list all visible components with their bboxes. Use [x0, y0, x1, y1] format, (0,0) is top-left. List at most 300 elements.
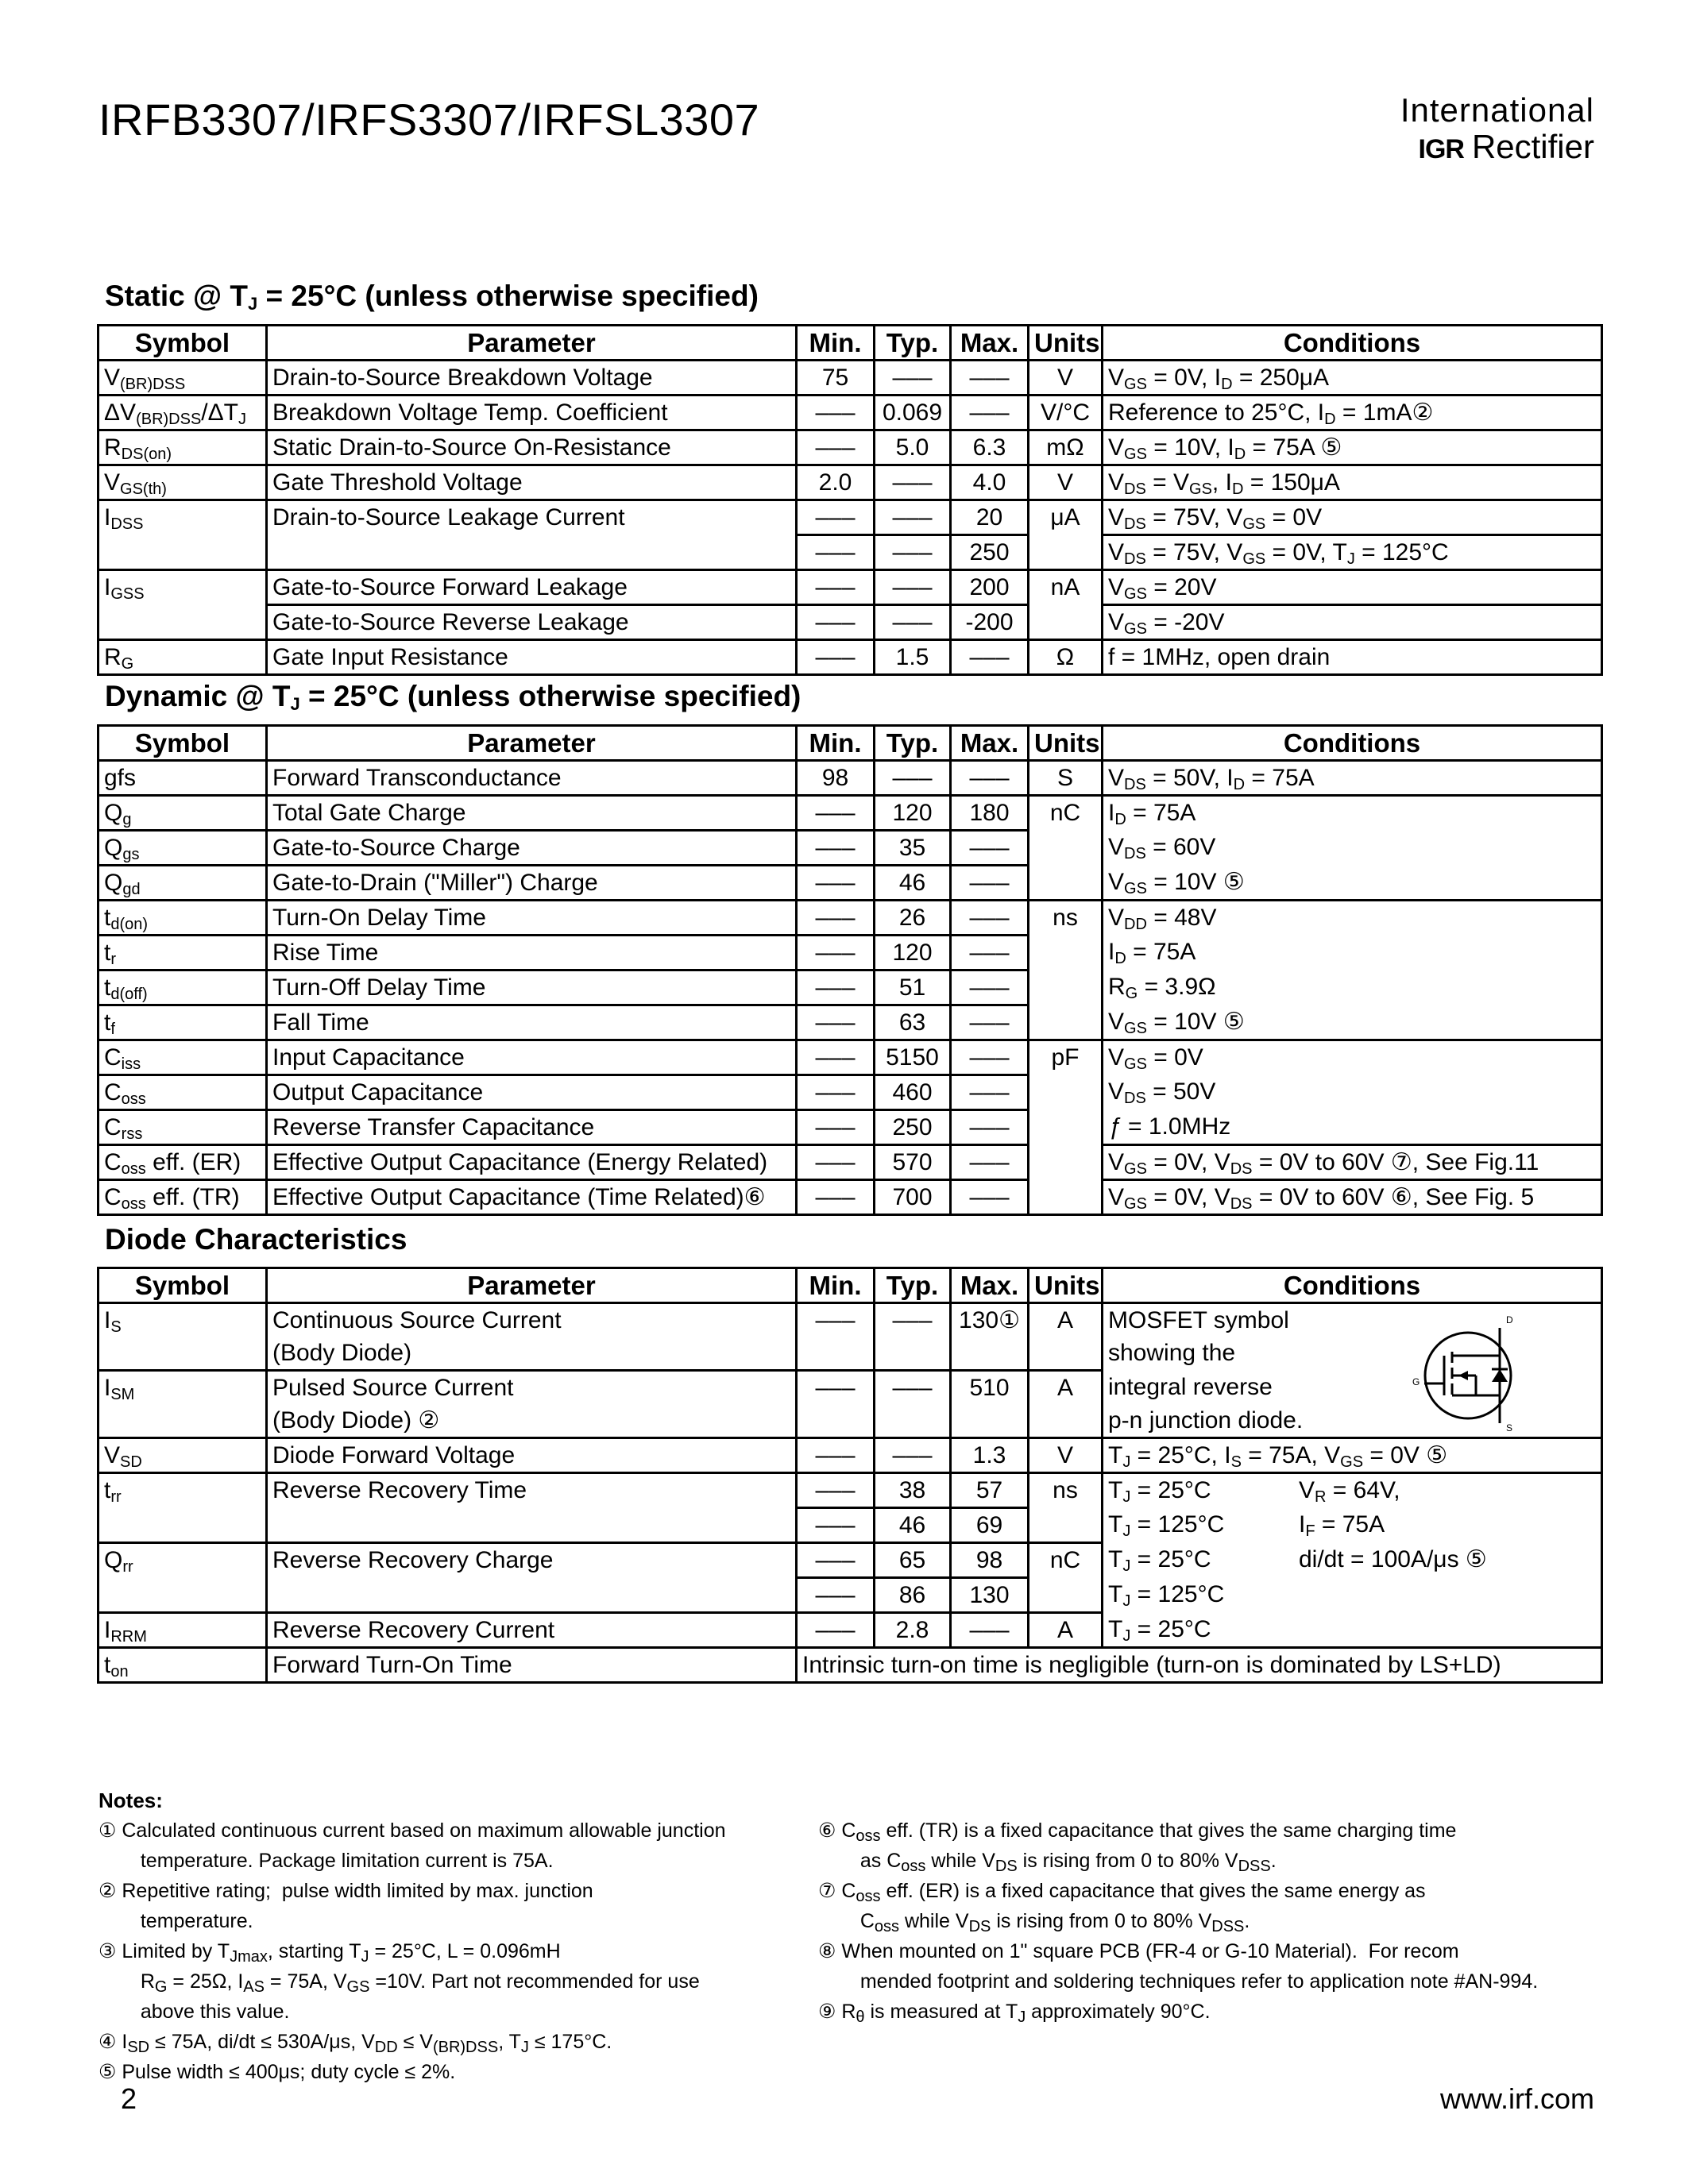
- table-row: [98, 1648, 1602, 1683]
- col-header-min: Min.: [797, 726, 875, 761]
- static-section-title: Static @ $T_J = 25^\circ C$ (unless otherwise specified): [105, 280, 759, 314]
- symbol-cell: [98, 1578, 267, 1613]
- page-title: IRFB3307/IRFS3307/IRFSL3307: [98, 95, 760, 145]
- symbol-cell: $t_{d(on)}$: [98, 901, 267, 936]
- units-cell: pF: [1029, 1040, 1103, 1075]
- symbol-cell: $I_{DSS}$: [98, 500, 267, 535]
- typ-cell: 0.069: [875, 396, 951, 430]
- symbol-cell: $C_{oss}$: [98, 1075, 267, 1110]
- units-cell: A: [1029, 1613, 1103, 1648]
- parameter-cell: Turn-On Delay Time: [267, 901, 797, 936]
- min-cell: –––: [797, 1005, 875, 1040]
- max-cell: 250: [951, 535, 1029, 570]
- mosfet-source-label: S: [1506, 1422, 1513, 1433]
- conditions-cell: $V_{GS} = 0V$, $V_{DS} = 0V$ to 60V ⑦, See Fig.11: [1103, 1145, 1602, 1180]
- logo-text-top: International: [1400, 91, 1594, 129]
- max-cell: –––: [951, 761, 1029, 796]
- mosfet-symbol-icon: [1412, 1312, 1524, 1439]
- parameter-cell: Effective Output Capacitance (Energy Related): [267, 1145, 797, 1180]
- symbol-cell: $C_{oss}$ eff. (TR): [98, 1180, 267, 1215]
- max-cell: 1.3: [951, 1438, 1029, 1473]
- parameter-cell: Reverse Recovery Current: [267, 1613, 797, 1648]
- typ-cell: 700: [875, 1180, 951, 1215]
- conditions-cell: $V_{GS} = 10V$ ⑤: [1103, 1005, 1602, 1040]
- min-cell: –––: [797, 831, 875, 866]
- typ-cell: –––: [875, 361, 951, 396]
- table-row: [98, 1543, 1602, 1578]
- typ-cell: 51: [875, 970, 951, 1005]
- table-row: [98, 1404, 1602, 1438]
- footnote: ⑦ $C_{oss}$ eff. (ER) is a fixed capacitance that gives the same energy as $C_{oss}$ while $V_{DS}$ is rising from 0 to 80% $V_{DSS}$.: [818, 1880, 1426, 1935]
- max-cell: –––: [951, 396, 1029, 430]
- min-cell: –––: [797, 1543, 875, 1578]
- table-row: [98, 1040, 1602, 1075]
- typ-cell: –––: [875, 535, 951, 570]
- parameter-cell: (Body Diode): [267, 1337, 797, 1371]
- units-cell: nA: [1029, 570, 1103, 605]
- col-header-min: Min.: [797, 1268, 875, 1303]
- parameter-cell: Gate Input Resistance: [267, 640, 797, 675]
- max-cell: 200: [951, 570, 1029, 605]
- max-cell: –––: [951, 640, 1029, 675]
- units-cell: nC: [1029, 796, 1103, 831]
- table-row: [98, 901, 1602, 936]
- parameter-cell: Effective Output Capacitance (Time Related)⑥: [267, 1180, 797, 1215]
- parameter-cell: Gate-to-Source Reverse Leakage: [267, 605, 797, 640]
- parameter-cell: Forward Transconductance: [267, 761, 797, 796]
- footnote: ① Calculated continuous current based on maximum allowable junction temperature. Package limitation current is 75A.: [98, 1819, 726, 1872]
- symbol-cell: $Q_{gd}$: [98, 866, 267, 901]
- symbol-cell: $V_{SD}$: [98, 1438, 267, 1473]
- col-header-conditions: Conditions: [1103, 326, 1602, 361]
- conditions-cell: $V_{GS} = 20V$: [1103, 570, 1602, 605]
- units-cell: Ω: [1029, 640, 1103, 675]
- typ-cell: 63: [875, 1005, 951, 1040]
- table-row: [98, 1438, 1602, 1473]
- min-cell: –––: [797, 1303, 875, 1337]
- symbol-cell: $I_S$: [98, 1303, 267, 1337]
- min-cell: –––: [797, 1110, 875, 1145]
- table-row: [98, 500, 1602, 535]
- min-cell: –––: [797, 936, 875, 970]
- typ-cell: 1.5: [875, 640, 951, 675]
- units-cell: ns: [1029, 1473, 1103, 1508]
- symbol-cell: $I_{GSS}$: [98, 570, 267, 605]
- symbol-cell: $C_{iss}$: [98, 1040, 267, 1075]
- symbol-cell: $R_{DS(on)}$: [98, 430, 267, 465]
- mosfet-gate-label: G: [1412, 1376, 1420, 1387]
- units-cell: [1029, 1075, 1103, 1110]
- symbol-cell: [98, 535, 267, 570]
- min-cell: –––: [797, 1180, 875, 1215]
- typ-cell: –––: [875, 1371, 951, 1405]
- symbol-cell: $Q_{rr}$: [98, 1543, 267, 1578]
- max-cell: –––: [951, 1613, 1029, 1648]
- min-cell: –––: [797, 1613, 875, 1648]
- col-header-parameter: Parameter: [267, 1268, 797, 1303]
- table-row: [98, 1145, 1602, 1180]
- symbol-cell: $V_{(BR)DSS}$: [98, 361, 267, 396]
- max-cell: –––: [951, 1180, 1029, 1215]
- diode-table: [97, 1267, 1603, 1684]
- max-cell: 130①: [951, 1303, 1029, 1337]
- table-row: [98, 361, 1602, 396]
- parameter-cell: Drain-to-Source Leakage Current: [267, 500, 797, 535]
- max-cell: 4.0: [951, 465, 1029, 500]
- table-row: [98, 396, 1602, 430]
- turn-on-note-cell: Intrinsic turn-on time is negligible (turn-on is dominated by LS+LD): [797, 1648, 1602, 1683]
- conditions-cell: $V_{GS} = -20V$: [1103, 605, 1602, 640]
- symbol-cell: $I_{RRM}$: [98, 1613, 267, 1648]
- dynamic-section-title: Dynamic @ $T_J = 25^\circ C$ (unless otherwise specified): [105, 680, 802, 714]
- min-cell: –––: [797, 1371, 875, 1405]
- conditions-cell: $T_J = 25^\circ C$: [1103, 1613, 1602, 1648]
- parameter-cell: [267, 535, 797, 570]
- symbol-cell: $t_{rr}$: [98, 1473, 267, 1508]
- table-row: [98, 570, 1602, 605]
- conditions-cell: $V_{DS} = 60V$: [1103, 831, 1602, 866]
- conditions-cell: $V_{DS} = 50V$, $I_D = 75A$: [1103, 761, 1602, 796]
- max-cell: –––: [951, 901, 1029, 936]
- parameter-cell: Turn-Off Delay Time: [267, 970, 797, 1005]
- parameter-cell: Reverse Recovery Time: [267, 1473, 797, 1508]
- symbol-cell: gfs: [98, 761, 267, 796]
- min-cell: –––: [797, 1508, 875, 1543]
- col-header-parameter: Parameter: [267, 726, 797, 761]
- col-header-units: Units: [1029, 1268, 1103, 1303]
- footnote: ③ Limited by $T_{Jmax}$, starting $T_J = 25^\circ C$, L = 0.096mH $R_G = 25\Omega$, $I_{AS} = 75A$, $V_{GS} =10V$. Part not recommended for use above this value.: [98, 1940, 700, 2023]
- conditions-cell: $V_{DS} = 50V$: [1103, 1075, 1602, 1110]
- table-row: [98, 1473, 1602, 1508]
- parameter-cell: Static Drain-to-Source On-Resistance: [267, 430, 797, 465]
- units-cell: V: [1029, 1438, 1103, 1473]
- col-header-symbol: Symbol: [98, 326, 267, 361]
- max-cell: 69: [951, 1508, 1029, 1543]
- units-cell: [1029, 535, 1103, 570]
- col-header-units: Units: [1029, 726, 1103, 761]
- max-cell: –––: [951, 1145, 1029, 1180]
- typ-cell: 2.8: [875, 1613, 951, 1648]
- symbol-cell: $Q_g$: [98, 796, 267, 831]
- units-cell: [1029, 1110, 1103, 1145]
- mosfet-note-cell: MOSFET symbol: [1103, 1303, 1602, 1337]
- conditions-cell: Reference to 25°C, $I_D$ = 1mA②: [1103, 396, 1602, 430]
- units-cell: [1029, 1180, 1103, 1215]
- symbol-cell: [98, 605, 267, 640]
- table-row: [98, 1578, 1602, 1613]
- notes-right: [818, 1815, 1601, 2027]
- units-cell: nC: [1029, 1543, 1103, 1578]
- max-cell: 510: [951, 1371, 1029, 1405]
- units-cell: [1029, 936, 1103, 970]
- conditions-cell: $T_J = 125^\circ C$ $I_F = 75A$: [1103, 1508, 1602, 1543]
- table-row: [98, 1180, 1602, 1215]
- min-cell: –––: [797, 1040, 875, 1075]
- conditions-cell: $V_{GS} = 0V$: [1103, 1040, 1602, 1075]
- min-cell: –––: [797, 1438, 875, 1473]
- typ-cell: [875, 1337, 951, 1371]
- parameter-cell: Forward Turn-On Time: [267, 1648, 797, 1683]
- conditions-cell: $I_D = 75A$: [1103, 936, 1602, 970]
- max-cell: [951, 1404, 1029, 1438]
- table-row: [98, 831, 1602, 866]
- symbol-cell: $C_{oss}$ eff. (ER): [98, 1145, 267, 1180]
- symbol-cell: [98, 1337, 267, 1371]
- footnote: ② Repetitive rating; pulse width limited by max. junction temperature.: [98, 1880, 593, 1932]
- min-cell: –––: [797, 1473, 875, 1508]
- max-cell: –––: [951, 936, 1029, 970]
- max-cell: –––: [951, 970, 1029, 1005]
- mosfet-note-cell: integral reverse: [1103, 1371, 1602, 1405]
- conditions-cell: $V_{DS} = V_{GS}$, $I_D = 150\mu A$: [1103, 465, 1602, 500]
- units-cell: [1029, 970, 1103, 1005]
- parameter-cell: Pulsed Source Current: [267, 1371, 797, 1405]
- col-header-symbol: Symbol: [98, 726, 267, 761]
- table-row: [98, 535, 1602, 570]
- units-cell: [1029, 1337, 1103, 1371]
- typ-cell: 46: [875, 1508, 951, 1543]
- parameter-cell: Gate-to-Drain ("Miller") Charge: [267, 866, 797, 901]
- units-cell: μA: [1029, 500, 1103, 535]
- typ-cell: 86: [875, 1578, 951, 1613]
- mosfet-note-cell: p-n junction diode.: [1103, 1404, 1602, 1438]
- symbol-cell: $t_r$: [98, 936, 267, 970]
- mosfet-note-cell: showing the: [1103, 1337, 1602, 1371]
- units-cell: [1029, 1578, 1103, 1613]
- col-header-conditions: Conditions: [1103, 726, 1602, 761]
- parameter-cell: Rise Time: [267, 936, 797, 970]
- min-cell: –––: [797, 570, 875, 605]
- typ-cell: 5.0: [875, 430, 951, 465]
- typ-cell: 460: [875, 1075, 951, 1110]
- footnote: ⑧ When mounted on 1" square PCB (FR-4 or G-10 Material). For recom mended footprint and soldering techniques refer to application note #AN-994.: [818, 1940, 1539, 1993]
- min-cell: –––: [797, 970, 875, 1005]
- conditions-cell: $V_{GS} = 0V$, $I_D = 250\mu A$: [1103, 361, 1602, 396]
- parameter-cell: Fall Time: [267, 1005, 797, 1040]
- typ-cell: 120: [875, 936, 951, 970]
- logo-text-bottom: Rectifier: [1471, 128, 1594, 165]
- parameter-cell: Gate Threshold Voltage: [267, 465, 797, 500]
- min-cell: –––: [797, 796, 875, 831]
- parameter-cell: [267, 1578, 797, 1613]
- table-row: [98, 1371, 1602, 1405]
- units-cell: [1029, 1145, 1103, 1180]
- min-cell: –––: [797, 901, 875, 936]
- col-header-typ: Typ.: [875, 726, 951, 761]
- units-cell: V: [1029, 465, 1103, 500]
- parameter-cell: [267, 1508, 797, 1543]
- footnote: ⑤ Pulse width ≤ 400μs; duty cycle ≤ 2%.: [98, 2061, 456, 2083]
- min-cell: –––: [797, 500, 875, 535]
- parameter-cell: Gate-to-Source Charge: [267, 831, 797, 866]
- parameter-cell: Gate-to-Source Forward Leakage: [267, 570, 797, 605]
- conditions-cell: $V_{GS} = 10V$, $I_D = 75A$ ⑤: [1103, 430, 1602, 465]
- col-header-typ: Typ.: [875, 326, 951, 361]
- symbol-cell: $\Delta V_{(BR)DSS}/\Delta T_J$: [98, 396, 267, 430]
- typ-cell: 65: [875, 1543, 951, 1578]
- parameter-cell: Diode Forward Voltage: [267, 1438, 797, 1473]
- symbol-cell: $V_{GS(th)}$: [98, 465, 267, 500]
- table-row: [98, 866, 1602, 901]
- parameter-cell: Reverse Recovery Charge: [267, 1543, 797, 1578]
- typ-cell: 38: [875, 1473, 951, 1508]
- parameter-cell: Reverse Transfer Capacitance: [267, 1110, 797, 1145]
- units-cell: ns: [1029, 901, 1103, 936]
- logo-mark: IGR: [1418, 134, 1464, 164]
- col-header-symbol: Symbol: [98, 1268, 267, 1303]
- max-cell: 20: [951, 500, 1029, 535]
- col-header-typ: Typ.: [875, 1268, 951, 1303]
- conditions-cell: $T_J = 25^\circ C$ di/dt = 100A/μs ⑤: [1103, 1543, 1602, 1578]
- table-row: [98, 1337, 1602, 1371]
- mosfet-drain-label: D: [1506, 1314, 1513, 1325]
- footnote: ⑨ $R_\theta$ is measured at $T_J$ approximately 90°C.: [818, 2001, 1211, 2026]
- col-header-max: Max.: [951, 1268, 1029, 1303]
- max-cell: 130: [951, 1578, 1029, 1613]
- col-header-units: Units: [1029, 326, 1103, 361]
- parameter-cell: Breakdown Voltage Temp. Coefficient: [267, 396, 797, 430]
- units-cell: [1029, 1508, 1103, 1543]
- typ-cell: 35: [875, 831, 951, 866]
- min-cell: [797, 1337, 875, 1371]
- conditions-cell: $I_D = 75A$: [1103, 796, 1602, 831]
- parameter-cell: Continuous Source Current: [267, 1303, 797, 1337]
- conditions-cell: ƒ = 1.0MHz: [1103, 1110, 1602, 1145]
- notes-title: Notes:: [98, 1788, 163, 1812]
- table-row: [98, 936, 1602, 970]
- parameter-cell: Input Capacitance: [267, 1040, 797, 1075]
- min-cell: –––: [797, 430, 875, 465]
- min-cell: 98: [797, 761, 875, 796]
- units-cell: mΩ: [1029, 430, 1103, 465]
- diode-section-title: Diode Characteristics: [105, 1223, 408, 1256]
- conditions-cell: $T_J = 125^\circ C$: [1103, 1578, 1602, 1613]
- symbol-cell: $t_{on}$: [98, 1648, 267, 1683]
- units-cell: V: [1029, 361, 1103, 396]
- table-row: [98, 1508, 1602, 1543]
- table-row: [98, 1613, 1602, 1648]
- typ-cell: 5150: [875, 1040, 951, 1075]
- col-header-max: Max.: [951, 726, 1029, 761]
- max-cell: -200: [951, 605, 1029, 640]
- typ-cell: 570: [875, 1145, 951, 1180]
- parameter-cell: Total Gate Charge: [267, 796, 797, 831]
- conditions-cell: $V_{GS} = 10V$ ⑤: [1103, 866, 1602, 901]
- table-row: [98, 1110, 1602, 1145]
- conditions-cell: $T_J = 25^\circ C$, $I_S = 75A$, $V_{GS} = 0V$ ⑤: [1103, 1438, 1602, 1473]
- table-row: [98, 1075, 1602, 1110]
- typ-cell: 120: [875, 796, 951, 831]
- col-header-parameter: Parameter: [267, 326, 797, 361]
- parameter-cell: Drain-to-Source Breakdown Voltage: [267, 361, 797, 396]
- table-row: [98, 761, 1602, 796]
- typ-cell: –––: [875, 605, 951, 640]
- units-cell: A: [1029, 1371, 1103, 1405]
- company-logo: [1400, 91, 1594, 165]
- units-cell: A: [1029, 1303, 1103, 1337]
- table-row: [98, 465, 1602, 500]
- col-header-conditions: Conditions: [1103, 1268, 1602, 1303]
- symbol-cell: $Q_{gs}$: [98, 831, 267, 866]
- typ-cell: 26: [875, 901, 951, 936]
- table-row: [98, 430, 1602, 465]
- parameter-cell: Output Capacitance: [267, 1075, 797, 1110]
- symbol-cell: [98, 1404, 267, 1438]
- min-cell: –––: [797, 396, 875, 430]
- col-header-min: Min.: [797, 326, 875, 361]
- min-cell: 2.0: [797, 465, 875, 500]
- symbol-cell: $t_{d(off)}$: [98, 970, 267, 1005]
- table-row: [98, 796, 1602, 831]
- notes-left: [98, 1785, 813, 2087]
- max-cell: –––: [951, 361, 1029, 396]
- units-cell: S: [1029, 761, 1103, 796]
- min-cell: –––: [797, 866, 875, 901]
- min-cell: –––: [797, 605, 875, 640]
- conditions-cell: $V_{DS} = 75V$, $V_{GS} = 0V$, $T_J = 125^\circ C$: [1103, 535, 1602, 570]
- max-cell: –––: [951, 866, 1029, 901]
- static-table: [97, 324, 1603, 676]
- symbol-cell: $R_G$: [98, 640, 267, 675]
- min-cell: [797, 1404, 875, 1438]
- symbol-cell: [98, 1508, 267, 1543]
- website-url: www.irf.com: [1439, 2082, 1594, 2115]
- min-cell: –––: [797, 1578, 875, 1613]
- table-row: [98, 1005, 1602, 1040]
- footnote: ⑥ $C_{oss}$ eff. (TR) is a fixed capacitance that gives the same charging time as $C_{oss}$ while $V_{DS}$ is rising from 0 to 80% $V_{DSS}$.: [818, 1819, 1457, 1875]
- max-cell: 57: [951, 1473, 1029, 1508]
- max-cell: –––: [951, 1110, 1029, 1145]
- typ-cell: 250: [875, 1110, 951, 1145]
- max-cell: –––: [951, 1075, 1029, 1110]
- typ-cell: –––: [875, 500, 951, 535]
- units-cell: [1029, 605, 1103, 640]
- max-cell: –––: [951, 831, 1029, 866]
- conditions-cell: $V_{GS} = 0V$, $V_{DS} = 0V$ to 60V ⑥, See Fig. 5: [1103, 1180, 1602, 1215]
- table-row: [98, 605, 1602, 640]
- min-cell: –––: [797, 640, 875, 675]
- conditions-cell: $R_G = 3.9\Omega$: [1103, 970, 1602, 1005]
- symbol-cell: $C_{rss}$: [98, 1110, 267, 1145]
- max-cell: 180: [951, 796, 1029, 831]
- conditions-cell: $T_J = 25^\circ C$ $V_R = 64V$,: [1103, 1473, 1602, 1508]
- parameter-cell: (Body Diode) ②: [267, 1404, 797, 1438]
- symbol-cell: $I_{SM}$: [98, 1371, 267, 1405]
- max-cell: –––: [951, 1040, 1029, 1075]
- conditions-cell: $V_{DS} = 75V$, $V_{GS} = 0V$: [1103, 500, 1602, 535]
- typ-cell: [875, 1404, 951, 1438]
- typ-cell: –––: [875, 761, 951, 796]
- table-row: [98, 970, 1602, 1005]
- symbol-cell: $t_f$: [98, 1005, 267, 1040]
- units-cell: V/°C: [1029, 396, 1103, 430]
- page-number: 2: [121, 2082, 137, 2115]
- min-cell: –––: [797, 1075, 875, 1110]
- typ-cell: –––: [875, 1303, 951, 1337]
- footnote: ④ $I_{SD} \le 75A$, di/dt ≤ 530A/μs, $V_{DD} \le V_{(BR)DSS}$, $T_J \le 175^\circ C$.: [98, 2031, 612, 2056]
- min-cell: –––: [797, 535, 875, 570]
- table-row: [98, 640, 1602, 675]
- max-cell: 98: [951, 1543, 1029, 1578]
- units-cell: [1029, 1005, 1103, 1040]
- max-cell: [951, 1337, 1029, 1371]
- units-cell: [1029, 866, 1103, 901]
- min-cell: –––: [797, 1145, 875, 1180]
- typ-cell: –––: [875, 465, 951, 500]
- units-cell: [1029, 1404, 1103, 1438]
- conditions-cell: f = 1MHz, open drain: [1103, 640, 1602, 675]
- typ-cell: –––: [875, 570, 951, 605]
